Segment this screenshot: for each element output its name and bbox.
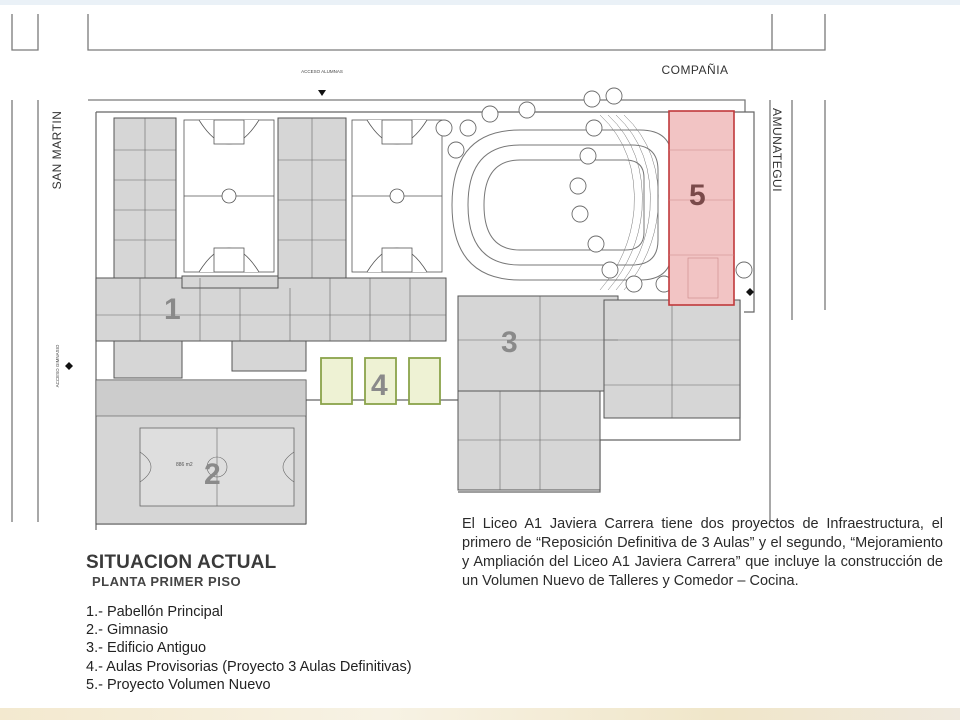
- street-label-east: AMUNATEGUI: [770, 107, 784, 193]
- area-number-1: 1: [164, 293, 181, 326]
- east-access-marker: [746, 288, 754, 296]
- building-2-gimnasio: [96, 380, 306, 524]
- basketball-court-west: [184, 120, 274, 272]
- area-number-4: 4: [371, 369, 388, 402]
- running-track: [452, 130, 672, 280]
- project-description: El Liceo A1 Javiera Carrera tiene dos proyectos de Infraestructura, el primero de “Reposición Definitiva de 3 Aulas” y el segundo, “Mejoramiento y Ampliación del Liceo A1 Javiera Carrera” que incluye la construcción de un Volumen Nuevo de Talleres y Comedor – Cocina.: [462, 516, 943, 589]
- basketball-court-east: [352, 120, 442, 272]
- title-block: [86, 552, 276, 590]
- student-access-marker: [318, 90, 326, 96]
- street-label-north: COMPAÑIA: [661, 63, 729, 77]
- legend-item: 5.- Proyecto Volumen Nuevo: [86, 676, 271, 693]
- gym-access-label: ACCESO GIMNASIO: [55, 344, 60, 388]
- street-label-west: SAN MARTIN: [50, 110, 64, 190]
- legend-list: [86, 603, 412, 694]
- slide-bottom-band: [0, 708, 960, 720]
- gym-area-label: 886 m2: [176, 462, 193, 468]
- area-number-3: 3: [501, 326, 518, 359]
- legend-item: 2.- Gimnasio: [86, 622, 169, 639]
- gym-access-marker: [65, 362, 73, 370]
- plan-title: SITUACION ACTUAL: [86, 552, 277, 573]
- legend-item: 4.- Aulas Provisorias (Proyecto 3 Aulas Definitivas): [86, 658, 412, 675]
- legend-item: 1.- Pabellón Principal: [86, 604, 224, 620]
- area-number-5: 5: [689, 179, 706, 212]
- student-access-label: ACCESO ALUMNAS: [301, 69, 343, 74]
- plan-subtitle: PLANTA PRIMER PISO: [92, 574, 242, 589]
- area-number-2: 2: [204, 458, 221, 491]
- legend-item: 3.- Edificio Antiguo: [86, 640, 207, 657]
